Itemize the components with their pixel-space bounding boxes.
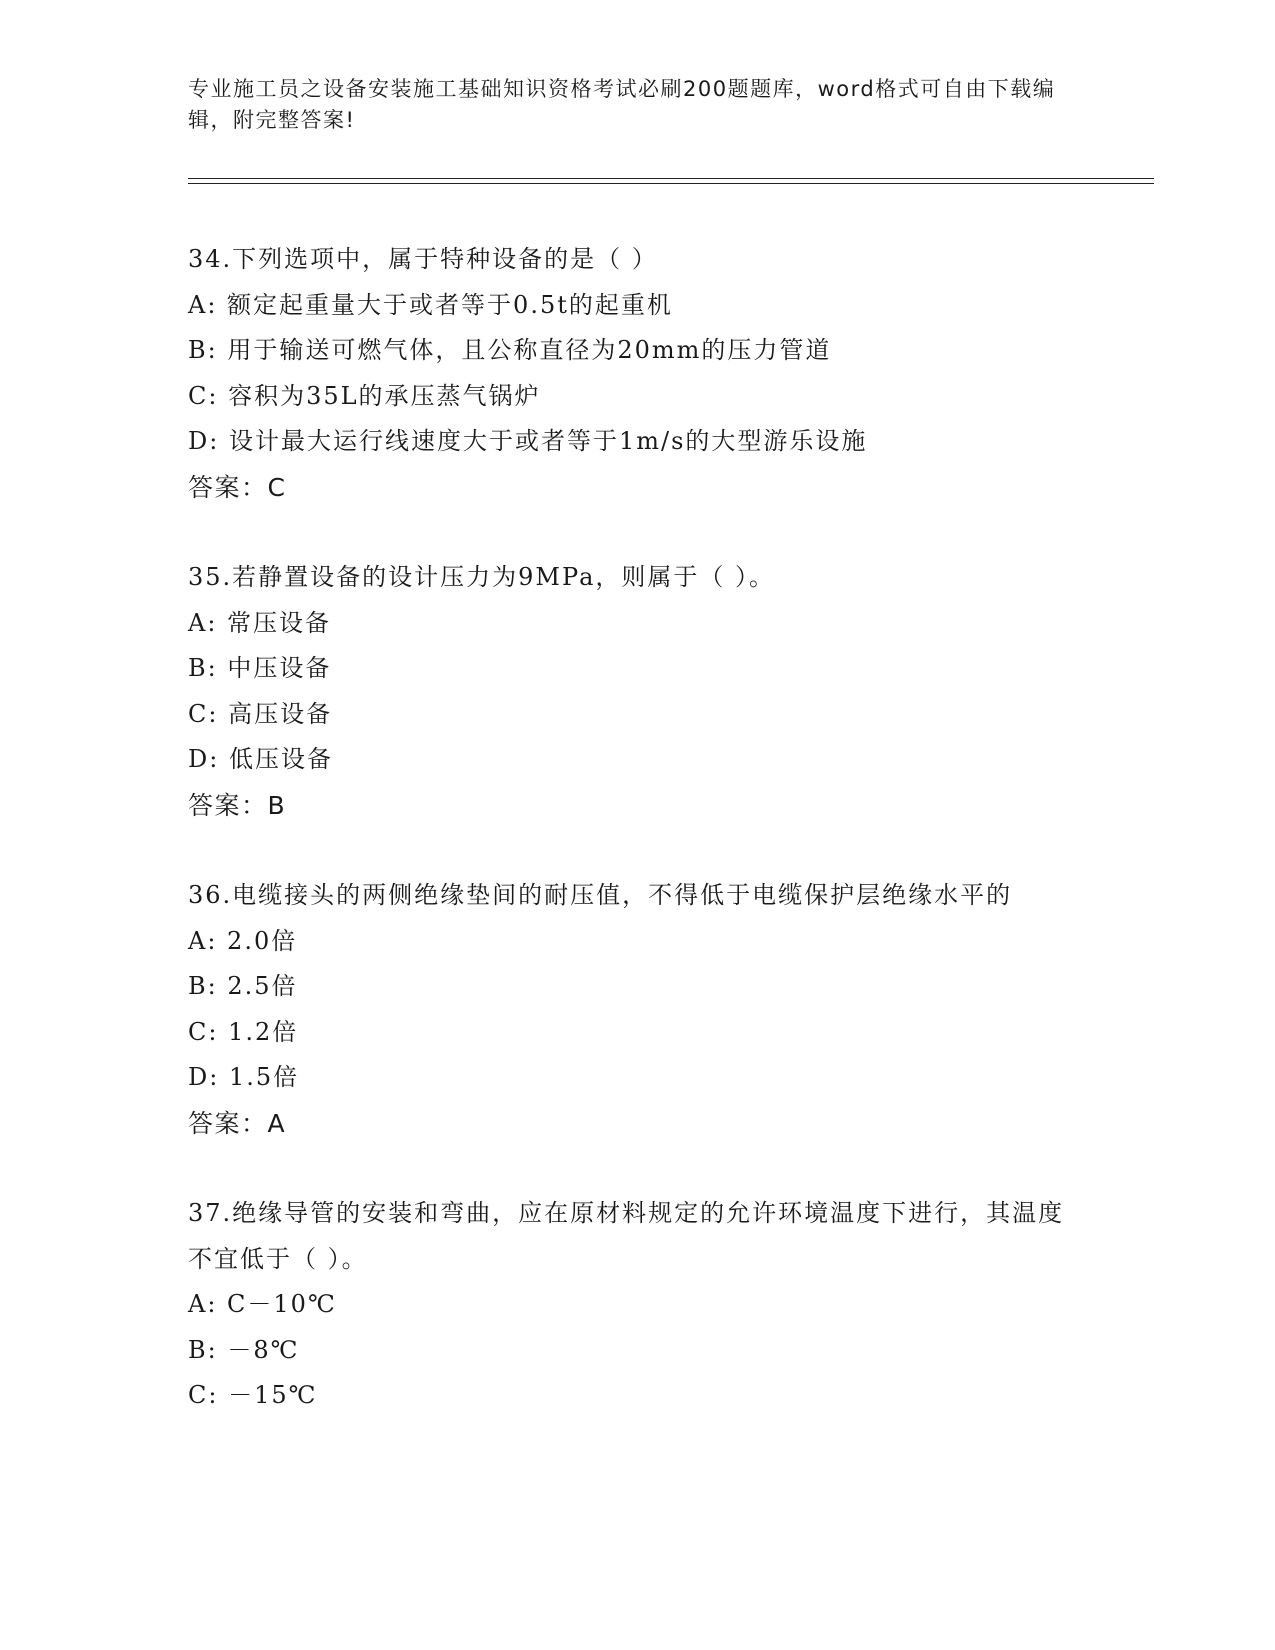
option-b: B: －8℃: [188, 1335, 300, 1364]
question-37: [188, 1191, 1088, 1419]
header-divider-top: [188, 178, 1154, 179]
option-c: C: －15℃: [188, 1381, 318, 1409]
question-stem: 37.绝缘导管的安装和弯曲，应在原材料规定的允许环境温度下进行，其温度不宜低于（ ）。: [188, 1199, 1065, 1273]
option-c: C: 1.2倍: [188, 1017, 299, 1046]
header-divider-bottom: [188, 183, 1154, 184]
option-c: C: 高压设备: [188, 699, 333, 728]
option-b: B: 2.5倍: [188, 972, 298, 1000]
question-35: [188, 555, 1088, 828]
question-34: [188, 237, 1088, 510]
question-stem: 34.下列选项中，属于特种设备的是（ ）: [188, 245, 658, 273]
option-a: A: C－10℃: [188, 1290, 337, 1318]
document-description: 专业施工员之设备安装施工基础知识资格考试必刷200题题库，word格式可自由下载编辑，附完整答案!: [188, 77, 1056, 132]
option-a: A: 常压设备: [188, 608, 332, 637]
answer-label: 答案：C: [188, 472, 287, 502]
question-36: [188, 873, 1088, 1146]
option-a: A: 额定起重量大于或者等于0.5t的起重机: [188, 290, 673, 319]
option-c: C: 容积为35L的承压蒸气锅炉: [188, 381, 541, 410]
question-stem: 35.若静置设备的设计压力为9MPa，则属于（ ）。: [188, 563, 776, 591]
option-a: A: 2.0倍: [188, 926, 298, 955]
option-d: D: 低压设备: [188, 745, 333, 773]
answer-label: 答案：A: [188, 1108, 287, 1138]
question-list: [188, 237, 1088, 1464]
answer-label: 答案：B: [188, 790, 287, 820]
option-d: D: 1.5倍: [188, 1063, 300, 1091]
option-b: B: 用于输送可燃气体，且公称直径为20mm的压力管道: [188, 336, 832, 364]
option-b: B: 中压设备: [188, 654, 332, 682]
question-stem: 36.电缆接头的两侧绝缘垫间的耐压值，不得低于电缆保护层绝缘水平的: [188, 881, 1013, 909]
option-d: D: 设计最大运行线速度大于或者等于1m/s的大型游乐设施: [188, 427, 868, 455]
